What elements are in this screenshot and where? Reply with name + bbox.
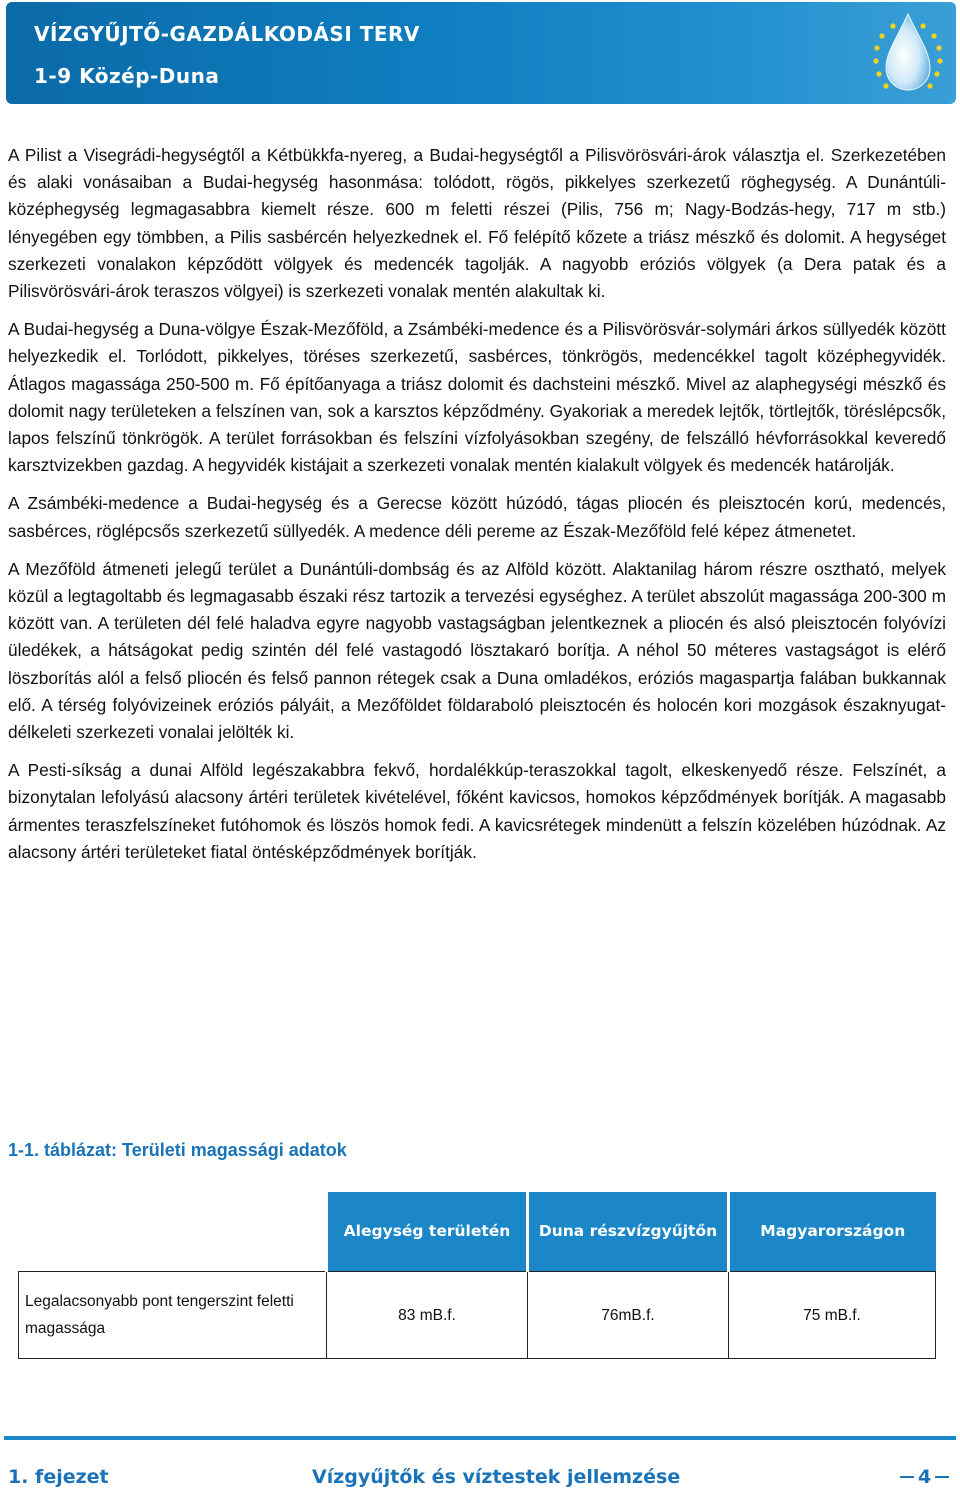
table-cell-alegyseg: 83 mB.f. [327,1272,528,1359]
table-cell-duna: 76mB.f. [528,1272,729,1359]
page-header [6,2,956,104]
table-cell-magyarorszag: 75 mB.f. [729,1272,936,1359]
table-row-label: Legalacsonyabb pont tengerszint feletti magassága [19,1272,327,1359]
water-drop-eu-stars-logo [868,8,948,100]
table-header-duna: Duna részvízgyűjtőn [528,1192,729,1272]
paragraph-zsambeki-medence: A Zsámbéki-medence a Budai-hegység és a Gerecse között húzódó, tágas pliocén és pleisztocén korú, medencés, sasbérces, röglépcsős szerkezetű süllyedék. A medence déli pereme az Észak-Mezőföld felé képez átmenetet. [8,493,946,541]
footer-divider [4,1436,956,1440]
paragraph-mezofold: A Mezőföld átmeneti jelegű terület a Dunántúli-dombság és az Alföld között. Alaktanilag három részre osztható, melyek közül a legtagoltabb és legmagasabb északi rész tartozik a tervezési egységhez. A terület abszolút magassága 200-300 m között van. A területen dél felé haladva egyre nagyobb vastagságban jelentkeznek a pliocén és alsó pleisztocén folyóvízi üledékek, a hátságokat pedig szintén dél felé vastagodó lösztakaró borítja. A néhol 50 méteres vastagságot is elérő löszborítás alól a felső pliocén és felső pannon rétegek csak a Duna omladékos, eróziós magaspartja falában bukkannak elő. A térség folyóvizeinek eróziós pályáit, a Mezőföldet földaraboló pleisztocén és holocén kori mozgások északnyugat- délkeleti szerkezeti vonalai jelölték ki. [8,558,946,743]
footer-section: Vízgyűjtők és víztestek jellemzése [312,1466,681,1488]
footer-page [896,1466,953,1488]
paragraph-pesti-siksag: A Pesti-síkság a dunai Alföld legészakabbra fekvő, hordalékkúp-teraszokkal tagolt, elkeskenyedő része. Felszínét, a bizonytalan lefolyású alacsony ártéri területek kivételével, főként kavicsos, homokos képződmények borítják. A magasabb ármentes teraszfelszíneket futóhomok és löszös homok fedi. A kavicsrétegek mindenütt a felszín közelében húzódnak. Az alacsony ártéri területeket fiatal öntésképződmények borítják. [8,760,946,862]
body-text [8,142,946,877]
dash-right-icon [935,1476,949,1478]
elevation-table [18,1192,936,1359]
footer-chapter: 1. fejezet [8,1466,109,1488]
table-header-row [19,1192,936,1272]
table-header-magyarorszag: Magyarországon [729,1192,936,1272]
paragraph-budai-hegyseg: A Budai-hegység a Duna-völgye Észak-Mezőföld, a Zsámbéki-medence és a Pilisvörösvár-solymári árkos süllyedék között helyezkedik el. Torlódott, pikkelyes, töréses szerkezetű, sasbérces, tönkrögös, medencékkel tagolt középhegyvidék. Átlagos magassága 250-500 m. Fő építőanyaga a triász dolomit és dachsteini mészkő. Mivel az alaphegységi mészkő és dolomit nagy területeken a felszínen van, sok a karsztos képződmény. Gyakoriak a meredek lejtők, törtlejtők, töréslépcsők, lapos felszínű tönkrögök. A terület forrásokban és felszíni vízfolyásokban szegény, de felszálló hévforrásokkal keveredő karsztvizekben gazdag. A hegyvidék kistájait a szerkezeti vonalak mentén kialakult völgyek és medencék határolják. [8,319,946,476]
dash-left-icon [900,1476,914,1478]
table-caption: 1-1. táblázat: Területi magassági adatok [8,1140,347,1160]
table-header-empty [19,1192,327,1272]
document-subtitle: 1-9 Közép-Duna [34,64,220,88]
document-title: VÍZGYŰJTŐ-GAZDÁLKODÁSI TERV [34,22,420,46]
page-number: 4 [918,1466,932,1488]
table-row [19,1272,936,1359]
table-header-alegyseg: Alegység területén [327,1192,528,1272]
paragraph-pilis: A Pilist a Visegrádi-hegységtől a Kétbükkfa-nyereg, a Budai-hegységtől a Pilisvörösvári-árok választja el. Szerkezetében és alaki vonásaiban a Budai-hegység hasonmása: tolódott, rögös, pikkelyes szerkezetű röghegység. A Dunántúli-középhegység legmagasabbra kiemelt része. 600 m feletti részei (Pilis, 756 m; Nagy-Bodzás-hegy, 717 m stb.) lényegében egy tömbben, a Pilis sasbércén helyezkednek el. Fő felépítő kőzete a triász mészkő és dolomit. A hegységet szerkezeti vonalakon képződött völgyek és medencék tagolják. A nagyobb eróziós völgyek (a Dera patak és a Pilisvörösvári-árok teraszos völgyei) is szerkezeti vonalak mentén alakultak ki. [8,145,946,302]
